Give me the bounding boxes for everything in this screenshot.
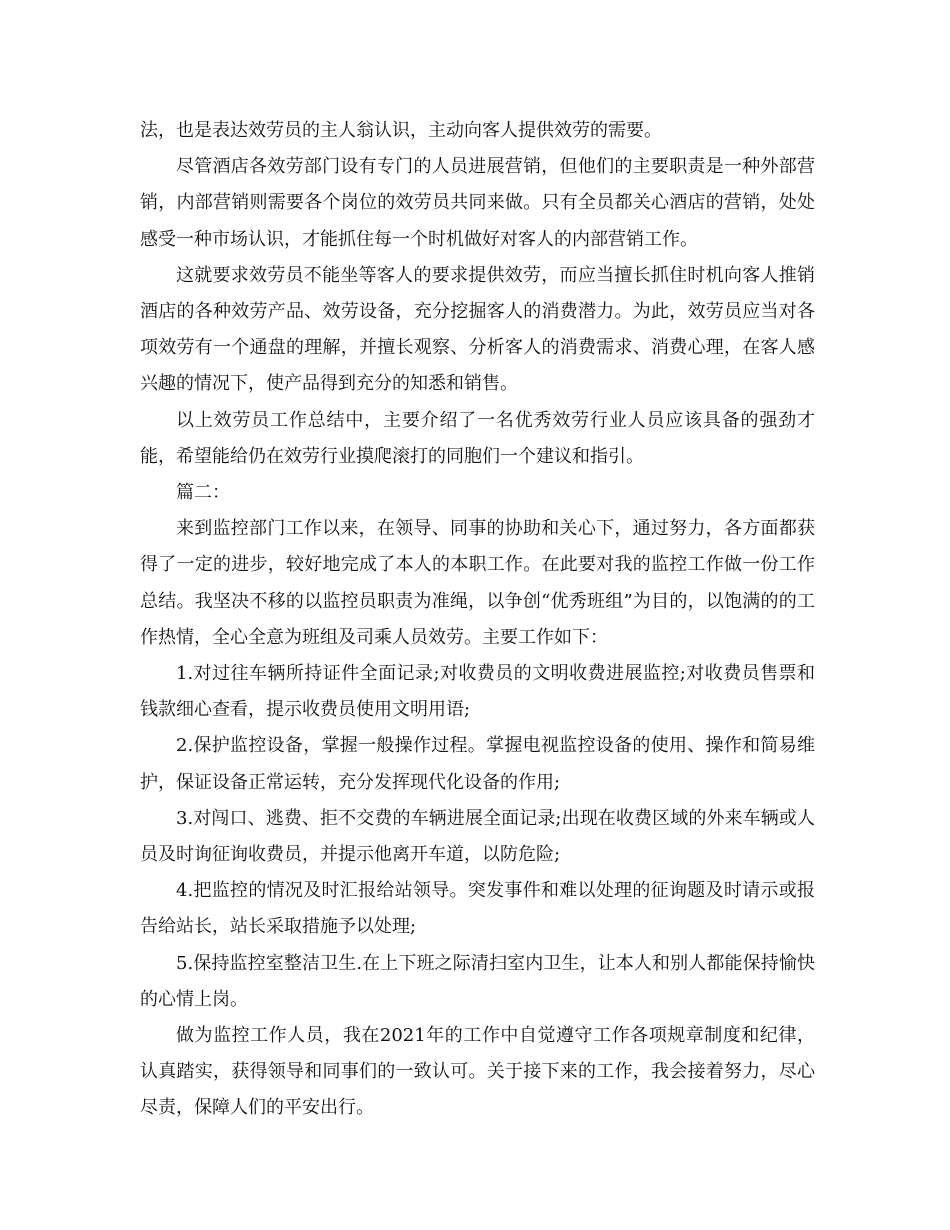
- list-item: 3.对闯口、逃费、拒不交费的车辆进展全面记录;出现在收费区域的外来车辆或人员及时询征询收费员，并提示他离开车道，以防危险;: [140, 807, 815, 866]
- list-item: 2.保护监控设备，掌握一般操作过程。掌握电视监控设备的使用、操作和简易维护，保证设备正常运转，充分发挥现代化设备的作用;: [140, 735, 815, 793]
- document-body: [140, 113, 815, 1127]
- paragraph: 这就要求效劳员不能坐等客人的要求提供效劳，而应当擅长抓住时机向客人推销酒店的各种效劳产品、效劳设备，充分挖掘客人的消费潜力。为此，效劳员应当对各项效劳有一个通盘的理解，并擅长观察、分析客人的消费需求、消费心理，在客人感兴趣的情况下，使产品得到充分的知悉和销售。: [140, 264, 815, 395]
- paragraph: 以上效劳员工作总结中，主要介绍了一名优秀效劳行业人员应该具备的强劲才能，希望能给仍在效劳行业摸爬滚打的同胞们一个建议和指引。: [140, 409, 815, 467]
- list-item: 1.对过往车辆所持证件全面记录;对收费员的文明收费进展监控;对收费员售票和钱款细心查看，提示收费员使用文明用语;: [140, 663, 815, 721]
- list-item: 4.把监控的情况及时汇报给站领导。突发事件和难以处理的征询题及时请示或报告给站长，站长采取措施予以处理;: [140, 880, 815, 938]
- paragraph: 尽管酒店各效劳部门设有专门的人员进展营销，但他们的主要职责是一种外部营销，内部营销则需要各个岗位的效劳员共同来做。只有全员都关心酒店的营销，处处感受一种市场认识，才能抓住每一个时机做好对客人的内部营销工作。: [140, 156, 815, 250]
- paragraph: 来到监控部门工作以来，在领导、同事的协助和关心下，通过努力，各方面都获得了一定的进步，较好地完成了本人的本职工作。在此要对我的监控工作做一份工作总结。我坚决不移的以监控员职责为准绳，以争创“优秀班组”为目的，以饱满的的工作热情，全心全意为班组及司乘人员效劳。主要工作如下：: [140, 518, 815, 648]
- paragraph-continuation: 法，也是表达效劳员的主人翁认识，主动向客人提供效劳的需要。: [140, 120, 662, 141]
- paragraph: 做为监控工作人员，我在2021年的工作中自觉遵守工作各项规章制度和纪律，认真踏实，获得领导和同事们的一致认可。关于接下来的工作，我会接着努力，尽心尽责，保障人们的平安出行。: [140, 1025, 815, 1119]
- section-heading: 篇二：: [176, 482, 230, 504]
- list-item: 5.保持监控室整洁卫生.在上下班之际清扫室内卫生，让本人和别人都能保持愉快的心情上岗。: [140, 952, 815, 1010]
